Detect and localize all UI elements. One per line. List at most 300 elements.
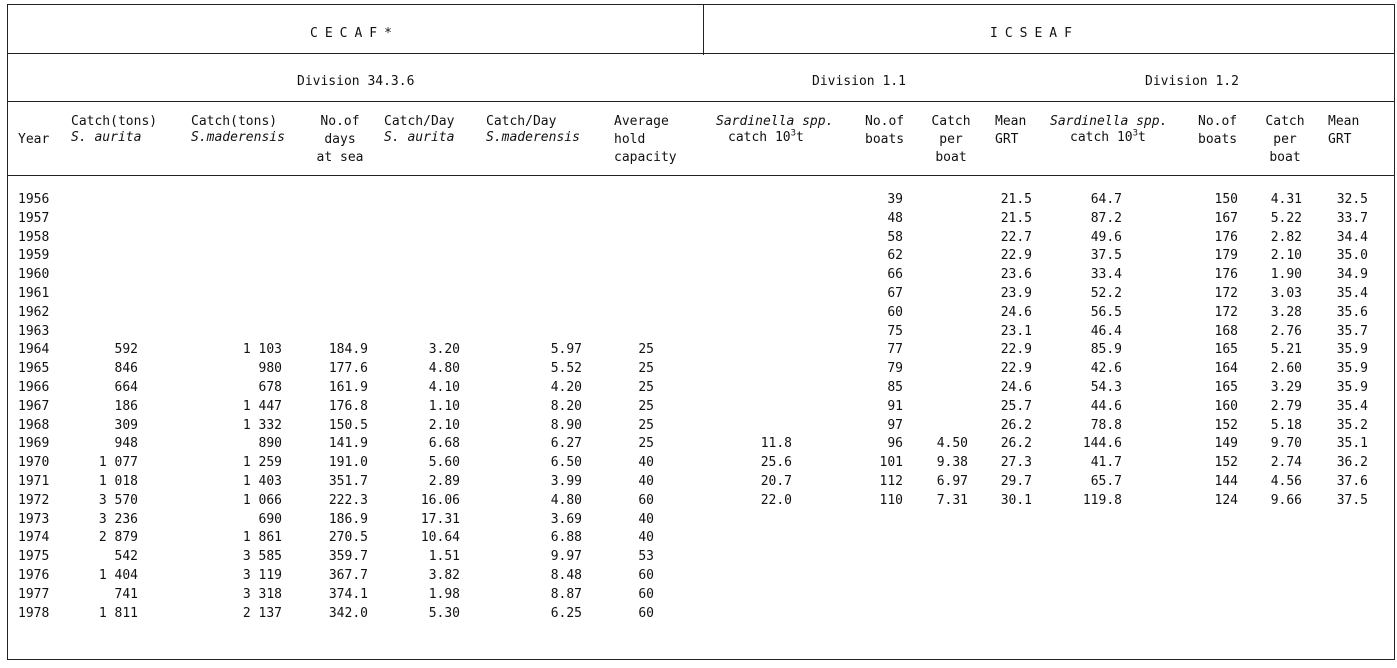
cell-year: 1956	[18, 192, 50, 207]
cell-year: 1958	[18, 229, 50, 245]
division-34-3-6: Division 34.3.6	[297, 74, 415, 89]
cell-catch-mad: 1 332	[242, 417, 282, 433]
cell-grt11	[988, 605, 1032, 624]
col-grt11-l2: GRT	[995, 132, 1019, 147]
cell-sard12: 37.5	[1090, 248, 1122, 264]
cell-grt11: 26.2	[1000, 417, 1032, 433]
cell-catch-mad: 1 066	[242, 492, 282, 508]
cell-sard12: 64.7	[1090, 192, 1122, 207]
cell-grt11	[988, 529, 1032, 548]
cell-year: 1965	[18, 361, 50, 377]
divider-header	[8, 175, 1394, 176]
grt-div12-column	[1326, 191, 1368, 623]
cell-grt11: 27.3	[1000, 455, 1032, 471]
cell-grt12: 35.7	[1336, 323, 1368, 339]
cell-cpd-aurita: 2.10	[428, 417, 460, 433]
cell-boats12: 176	[1214, 267, 1238, 283]
cell-year: 1971	[18, 473, 50, 489]
cell-boats12: 164	[1214, 361, 1238, 377]
cell-grt12: 35.1	[1336, 436, 1368, 452]
cell-boats12: 172	[1214, 304, 1238, 320]
cell-grt12: 35.4	[1336, 285, 1368, 301]
cell-sard11	[738, 511, 792, 530]
cell-catch-mad: 3 318	[242, 586, 282, 602]
cell-grt11	[988, 567, 1032, 586]
col-year: Year	[18, 132, 50, 147]
col-cpb11-l1: Catch	[931, 114, 971, 129]
cell-catch-mad	[208, 191, 282, 210]
cell-sard11	[738, 247, 792, 266]
cell-catch-mad	[208, 210, 282, 229]
cell-hold: 40	[638, 511, 654, 527]
cell-catch-mad: 3 585	[242, 549, 282, 565]
cell-cpb11	[924, 529, 968, 548]
cell-grt11: 23.9	[1000, 285, 1032, 301]
cell-hold: 25	[638, 361, 654, 377]
cell-boats11: 58	[887, 229, 903, 245]
cell-boats12: 144	[1214, 473, 1238, 489]
cell-cpb11	[924, 341, 968, 360]
cell-cpd-aurita: 16.06	[420, 492, 460, 508]
cell-catch-mad: 980	[258, 361, 282, 377]
col-cpb12-l1: Catch	[1265, 114, 1305, 129]
cell-sard11	[738, 191, 792, 210]
cell-cpb11	[924, 586, 968, 605]
cell-catch-aurita	[78, 191, 138, 210]
cell-cpb11	[924, 285, 968, 304]
cell-hold: 60	[638, 492, 654, 508]
cell-catch-aurita: 1 404	[98, 567, 138, 583]
col-catch-aurita-l1: Catch(tons)	[71, 114, 158, 129]
cell-cpb12	[1258, 605, 1302, 624]
cell-boats11: 85	[887, 379, 903, 395]
cell-grt12: 35.4	[1336, 398, 1368, 414]
cell-catch-aurita: 186	[114, 398, 138, 414]
cell-sard11	[738, 266, 792, 285]
cell-cpb12: 2.10	[1270, 248, 1302, 264]
cell-days: 359.7	[328, 549, 368, 565]
cell-cpd-aurita: 1.10	[428, 398, 460, 414]
cell-grt11: 22.9	[1000, 248, 1032, 264]
cell-cpb11	[924, 360, 968, 379]
cell-grt11: 22.7	[1000, 229, 1032, 245]
cell-cpb12: 2.76	[1270, 323, 1302, 339]
col-catch-mad-l1: Catch(tons)	[191, 114, 278, 129]
cell-grt11: 23.6	[1000, 267, 1032, 283]
cell-grt11: 21.5	[1000, 210, 1032, 226]
cell-hold: 60	[638, 567, 654, 583]
col-boats11-l2: boats	[865, 132, 905, 147]
cell-cpd-aurita	[398, 323, 460, 342]
cell-cpb11	[924, 210, 968, 229]
cell-hold: 25	[638, 342, 654, 358]
cell-catch-mad: 678	[258, 379, 282, 395]
division-1-2: Division 1.2	[1145, 74, 1239, 89]
table-frame	[7, 4, 1395, 660]
cell-cpb12	[1258, 548, 1302, 567]
cell-grt11	[988, 586, 1032, 605]
cell-cpb11	[924, 417, 968, 436]
cell-boats11: 96	[887, 436, 903, 452]
col-sard11-l2: catch $10^3t$	[728, 128, 804, 145]
cell-grt12: 35.9	[1336, 342, 1368, 358]
cell-catch-mad: 2 137	[242, 605, 282, 621]
cell-hold: 25	[638, 436, 654, 452]
cell-year: 1974	[18, 530, 50, 546]
col-hold-l3: capacity	[614, 150, 677, 165]
cell-cpd-mad	[518, 323, 582, 342]
cell-cpd-mad	[518, 266, 582, 285]
cell-year: 1969	[18, 436, 50, 452]
cell-grt12	[1326, 605, 1368, 624]
cell-days: 374.1	[328, 586, 368, 602]
cell-hold: 25	[638, 417, 654, 433]
cell-sard12: 42.6	[1090, 361, 1122, 377]
cell-hold	[608, 323, 654, 342]
cell-boats12: 160	[1214, 398, 1238, 414]
col-cpd-mad-l1: Catch/Day	[486, 114, 557, 129]
cell-sard12	[1068, 567, 1122, 586]
col-days-l3: at sea	[316, 150, 364, 165]
cell-cpb12: 9.66	[1270, 492, 1302, 508]
cell-hold: 53	[638, 549, 654, 565]
cell-cpd-aurita	[398, 229, 460, 248]
cell-cpb12: 4.56	[1270, 473, 1302, 489]
cell-boats11: 39	[887, 192, 903, 207]
cell-sard11	[738, 605, 792, 624]
cell-hold: 60	[638, 586, 654, 602]
cell-catch-aurita: 741	[114, 586, 138, 602]
cell-grt12: 35.0	[1336, 248, 1368, 264]
cell-cpb11	[924, 379, 968, 398]
cell-sard11	[738, 229, 792, 248]
col-cpd-aurita-l2: S. aurita	[384, 130, 455, 145]
col-grt11-l1: Mean	[995, 114, 1027, 129]
cell-catch-aurita: 846	[114, 361, 138, 377]
cell-boats11: 79	[887, 361, 903, 377]
cell-cpd-aurita: 4.10	[428, 379, 460, 395]
cell-cpd-mad: 3.99	[550, 473, 582, 489]
cell-sard12	[1068, 511, 1122, 530]
cell-cpd-aurita	[398, 210, 460, 229]
cell-year: 1962	[18, 304, 50, 320]
cell-catch-aurita	[78, 323, 138, 342]
cecaf-header: CECAF*	[310, 26, 399, 41]
cell-cpd-mad: 8.87	[550, 586, 582, 602]
cell-days: 184.9	[328, 342, 368, 358]
col-sard12-l2: catch $10^3t$	[1070, 128, 1146, 145]
cell-boats11: 67	[887, 285, 903, 301]
cell-grt11	[988, 511, 1032, 530]
cell-cpb11	[924, 605, 968, 624]
cell-days	[308, 210, 368, 229]
cell-cpd-aurita: 5.60	[428, 455, 460, 471]
boats-div12-column	[1198, 191, 1238, 623]
cell-sard12: 44.6	[1090, 398, 1122, 414]
cell-catch-aurita: 592	[114, 342, 138, 358]
cell-sard11	[738, 417, 792, 436]
cell-cpb11	[924, 191, 968, 210]
col-cpb12-l2: per	[1273, 132, 1297, 147]
cell-cpd-mad: 6.88	[550, 530, 582, 546]
cell-sard11	[738, 285, 792, 304]
cell-cpd-mad	[518, 304, 582, 323]
cell-cpb11	[924, 398, 968, 417]
cell-sard11: 22.0	[760, 492, 792, 508]
col-days-l1: No.of	[320, 114, 360, 129]
cell-boats12	[1198, 586, 1238, 605]
cell-grt12: 34.9	[1336, 267, 1368, 283]
cell-hold	[608, 210, 654, 229]
cell-year: 1970	[18, 455, 50, 471]
cell-boats11: 60	[887, 304, 903, 320]
cell-boats12	[1198, 511, 1238, 530]
cell-catch-aurita: 542	[114, 549, 138, 565]
division-1-1: Division 1.1	[812, 74, 906, 89]
col-sard11-l1: Sardinella spp.	[716, 114, 834, 129]
cell-cpd-mad: 6.27	[550, 436, 582, 452]
cell-cpb12: 3.29	[1270, 379, 1302, 395]
cell-boats12: 179	[1214, 248, 1238, 264]
catch-day-maderensis-column	[518, 191, 582, 623]
cell-boats11: 66	[887, 267, 903, 283]
cell-hold: 40	[638, 455, 654, 471]
cell-hold: 60	[638, 605, 654, 621]
cell-sard11	[738, 341, 792, 360]
catch-day-aurita-column	[398, 191, 460, 623]
cell-grt12: 35.2	[1336, 417, 1368, 433]
cell-cpd-aurita	[398, 266, 460, 285]
grt-div11-column	[988, 191, 1032, 623]
cell-catch-aurita	[78, 247, 138, 266]
cell-boats11: 112	[879, 473, 903, 489]
cell-cpb11: 6.97	[936, 473, 968, 489]
cell-sard12: 33.4	[1090, 267, 1122, 283]
cell-cpb11	[924, 511, 968, 530]
cell-cpd-mad: 6.50	[550, 455, 582, 471]
catch-aurita-column	[78, 191, 138, 623]
cell-boats11	[863, 567, 903, 586]
cell-grt12	[1326, 529, 1368, 548]
cell-cpd-aurita: 1.98	[428, 586, 460, 602]
cell-boats12: 152	[1214, 455, 1238, 471]
col-catch-mad-l2: S.maderensis	[191, 130, 285, 145]
cell-year: 1963	[18, 323, 50, 339]
cell-hold	[608, 191, 654, 210]
cell-sard11	[738, 567, 792, 586]
cell-year: 1976	[18, 567, 50, 583]
cell-catch-aurita	[78, 229, 138, 248]
cell-sard11: 20.7	[760, 473, 792, 489]
cell-catch-mad: 1 447	[242, 398, 282, 414]
cell-cpd-mad: 8.20	[550, 398, 582, 414]
cell-cpb11	[924, 548, 968, 567]
cell-boats12: 167	[1214, 210, 1238, 226]
cell-days: 342.0	[328, 605, 368, 621]
cell-catch-mad: 1 259	[242, 455, 282, 471]
cell-cpd-mad: 8.48	[550, 567, 582, 583]
cell-grt12: 37.6	[1336, 473, 1368, 489]
cell-boats11	[863, 529, 903, 548]
cell-cpd-mad	[518, 210, 582, 229]
cell-year: 1972	[18, 492, 50, 508]
cell-sard12: 65.7	[1090, 473, 1122, 489]
cell-year: 1977	[18, 586, 50, 602]
cell-grt11: 29.7	[1000, 473, 1032, 489]
cell-sard12: 119.8	[1082, 492, 1122, 508]
cell-year: 1968	[18, 417, 50, 433]
cell-cpd-aurita: 4.80	[428, 361, 460, 377]
cell-grt11: 24.6	[1000, 379, 1032, 395]
cell-sard11	[738, 304, 792, 323]
cell-sard12	[1068, 605, 1122, 624]
cell-year: 1964	[18, 342, 50, 358]
cell-catch-mad	[208, 266, 282, 285]
col-hold-l2: hold	[614, 132, 646, 147]
cell-year: 1961	[18, 285, 50, 301]
cell-cpb12	[1258, 586, 1302, 605]
hold-capacity-column	[608, 191, 654, 623]
col-cpd-aurita-l1: Catch/Day	[384, 114, 455, 129]
year-column	[18, 191, 62, 623]
cell-catch-aurita: 1 018	[98, 473, 138, 489]
cell-sard11	[738, 379, 792, 398]
col-cpd-mad-l2: S.maderensis	[486, 130, 580, 145]
cell-sard12	[1068, 529, 1122, 548]
boats-div11-column	[863, 191, 903, 623]
cell-grt11: 23.1	[1000, 323, 1032, 339]
cell-grt12: 33.7	[1336, 210, 1368, 226]
cell-boats11: 91	[887, 398, 903, 414]
col-cpb12-l3: boat	[1269, 150, 1301, 165]
cell-sard11	[738, 548, 792, 567]
col-boats12-l2: boats	[1198, 132, 1238, 147]
cell-cpd-aurita: 3.82	[428, 567, 460, 583]
cell-cpb11	[924, 323, 968, 342]
cell-boats11: 62	[887, 248, 903, 264]
cell-cpb12: 3.03	[1270, 285, 1302, 301]
cell-days: 186.9	[328, 511, 368, 527]
cell-cpb11: 9.38	[936, 455, 968, 471]
cell-catch-mad: 1 403	[242, 473, 282, 489]
cell-year: 1966	[18, 379, 50, 395]
cell-cpb12	[1258, 567, 1302, 586]
sardinella-div11-column	[738, 191, 792, 623]
cell-days: 270.5	[328, 530, 368, 546]
cell-cpb12	[1258, 529, 1302, 548]
cell-boats11	[863, 605, 903, 624]
cell-cpd-mad	[518, 229, 582, 248]
cell-cpd-mad: 9.97	[550, 549, 582, 565]
cell-grt11: 26.2	[1000, 436, 1032, 452]
cell-boats11: 110	[879, 492, 903, 508]
cell-cpd-mad: 5.52	[550, 361, 582, 377]
cell-year: 1960	[18, 267, 50, 283]
cell-catch-mad	[208, 229, 282, 248]
cell-sard12: 46.4	[1090, 323, 1122, 339]
cell-sard12: 56.5	[1090, 304, 1122, 320]
cell-sard12: 87.2	[1090, 210, 1122, 226]
cell-sard11	[738, 398, 792, 417]
cell-grt12	[1326, 511, 1368, 530]
cell-days: 222.3	[328, 492, 368, 508]
cell-grt12	[1326, 586, 1368, 605]
cell-sard12	[1068, 586, 1122, 605]
cell-grt11	[988, 548, 1032, 567]
cell-sard11	[738, 586, 792, 605]
cell-catch-mad	[208, 304, 282, 323]
cell-sard12: 52.2	[1090, 285, 1122, 301]
cell-cpd-mad: 6.25	[550, 605, 582, 621]
cell-hold: 25	[638, 379, 654, 395]
cell-cpb12: 2.60	[1270, 361, 1302, 377]
cell-cpd-aurita	[398, 247, 460, 266]
cell-catch-aurita: 309	[114, 417, 138, 433]
cell-cpb12: 1.90	[1270, 267, 1302, 283]
cell-cpd-mad: 4.80	[550, 492, 582, 508]
cell-cpd-aurita	[398, 285, 460, 304]
cell-catch-aurita	[78, 285, 138, 304]
cell-catch-mad	[208, 323, 282, 342]
cell-days	[308, 191, 368, 210]
cell-cpb12: 4.31	[1270, 192, 1302, 207]
cell-grt12	[1326, 567, 1368, 586]
cell-grt11: 21.5	[1000, 192, 1032, 207]
cell-days: 176.8	[328, 398, 368, 414]
col-sard12-l1: Sardinella spp.	[1050, 114, 1168, 129]
cell-cpd-aurita: 6.68	[428, 436, 460, 452]
cell-cpd-mad: 3.69	[550, 511, 582, 527]
cell-grt11: 25.7	[1000, 398, 1032, 414]
cell-days: 177.6	[328, 361, 368, 377]
cell-boats11: 97	[887, 417, 903, 433]
cell-days	[308, 229, 368, 248]
cell-sard11	[738, 529, 792, 548]
cell-sard11	[738, 210, 792, 229]
cell-boats12: 150	[1214, 192, 1238, 207]
cell-boats12: 165	[1214, 379, 1238, 395]
cell-year: 1978	[18, 605, 50, 621]
cell-boats11: 75	[887, 323, 903, 339]
cell-catch-aurita: 3 570	[98, 492, 138, 508]
col-boats12-l1: No.of	[1198, 114, 1238, 129]
cell-cpd-mad: 5.97	[550, 342, 582, 358]
cell-grt12: 35.9	[1336, 361, 1368, 377]
cell-cpb12: 5.18	[1270, 417, 1302, 433]
cell-boats12	[1198, 548, 1238, 567]
cell-hold: 40	[638, 473, 654, 489]
cell-cpb11: 7.31	[936, 492, 968, 508]
cell-cpb11	[924, 304, 968, 323]
cell-grt12: 37.5	[1336, 492, 1368, 508]
cell-boats12: 124	[1214, 492, 1238, 508]
days-at-sea-column	[308, 191, 368, 623]
cell-cpd-aurita: 5.30	[428, 605, 460, 621]
cell-cpd-aurita	[398, 191, 460, 210]
cell-boats11: 48	[887, 210, 903, 226]
col-boats11-l1: No.of	[865, 114, 905, 129]
col-hold-l1: Average	[614, 114, 669, 129]
cell-catch-aurita	[78, 266, 138, 285]
cell-cpd-mad: 4.20	[550, 379, 582, 395]
cell-hold	[608, 285, 654, 304]
cell-grt11: 24.6	[1000, 304, 1032, 320]
cell-grt12: 32.5	[1336, 192, 1368, 207]
cell-boats11	[863, 511, 903, 530]
cell-boats12: 168	[1214, 323, 1238, 339]
cell-cpd-aurita: 1.51	[428, 549, 460, 565]
cell-boats12: 172	[1214, 285, 1238, 301]
